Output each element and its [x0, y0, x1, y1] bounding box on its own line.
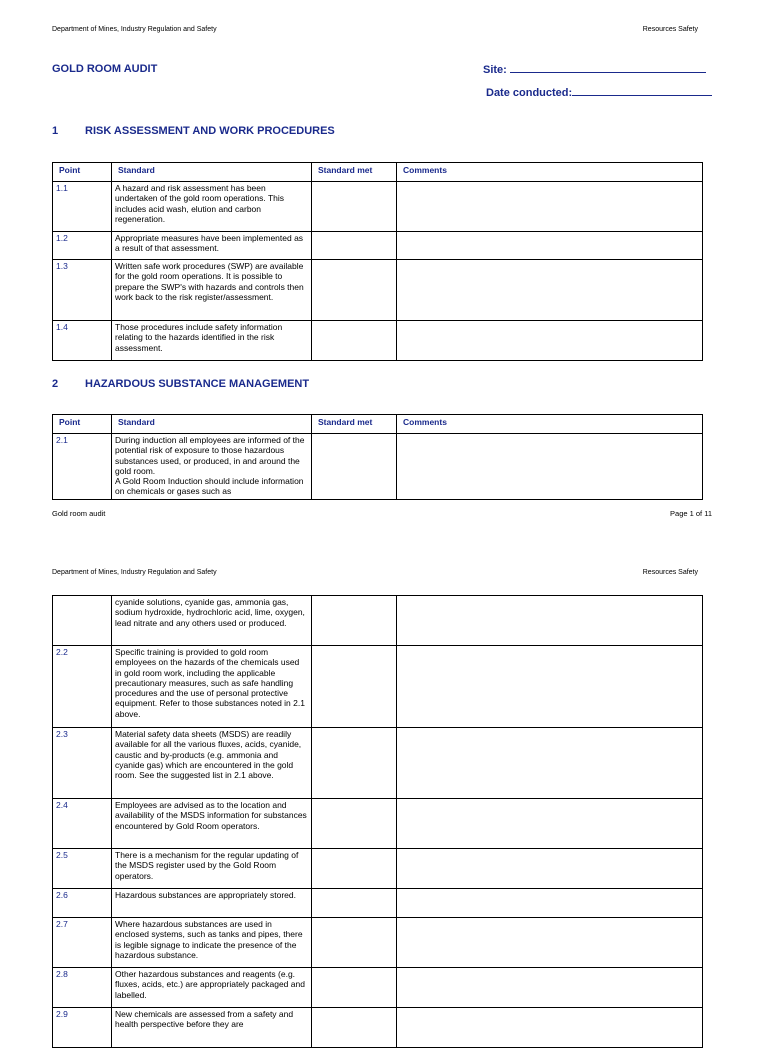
page-2	[0, 530, 768, 1030]
comments-cell[interactable]	[397, 182, 703, 232]
table-row	[53, 232, 703, 260]
header-division: Resources Safety	[642, 26, 698, 33]
point-cell: 1.3	[53, 260, 112, 321]
header-department: Department of Mines, Industry Regulation and Safety	[52, 569, 217, 576]
col-standard: Standard	[112, 163, 312, 182]
table-header-row	[53, 415, 703, 434]
col-standard-met: Standard met	[312, 415, 397, 434]
point-cell: 2.6	[53, 889, 112, 918]
point-cell: 2.2	[53, 646, 112, 728]
date-blank-line[interactable]	[572, 86, 712, 96]
table-hazardous-substances-continued	[52, 595, 703, 1048]
standard-met-cell[interactable]	[312, 918, 397, 968]
standard-met-cell[interactable]	[312, 889, 397, 918]
comments-cell[interactable]	[397, 1008, 703, 1048]
point-cell: 2.7	[53, 918, 112, 968]
table-header-row	[53, 163, 703, 182]
table-row	[53, 849, 703, 889]
document-title: GOLD ROOM AUDIT	[52, 63, 158, 75]
point-cell: 2.3	[53, 728, 112, 799]
table-row	[53, 646, 703, 728]
comments-cell[interactable]	[397, 968, 703, 1008]
table-row	[53, 918, 703, 968]
point-cell: 2.8	[53, 968, 112, 1008]
table-row	[53, 728, 703, 799]
footer-page-number: Page 1 of 11	[670, 509, 712, 518]
comments-cell[interactable]	[397, 849, 703, 889]
standard-cell: Appropriate measures have been implemented as a result of that assessment.	[112, 232, 312, 260]
header-department: Department of Mines, Industry Regulation and Safety	[52, 26, 217, 33]
standard-cell: A hazard and risk assessment has been undertaken of the gold room operations. This includes acid wash, elution and carbon regeneration.	[112, 182, 312, 232]
standard-cell: Written safe work procedures (SWP) are available for the gold room operations. It is possible to prepare the SWP's with hazards and controls then work back to the risk register/assessment.	[112, 260, 312, 321]
table-row	[53, 889, 703, 918]
col-comments: Comments	[397, 163, 703, 182]
standard-cell: Specific training is provided to gold room employees on the hazards of the chemicals used in gold room work, including the applicable precautionary measures, such as safe handling procedures and the use of personal protective equipment. Refer to those substances noted in 2.1 above.	[112, 646, 312, 728]
section-1-number: 1	[52, 125, 59, 137]
section-2-title: HAZARDOUS SUBSTANCE MANAGEMENT	[85, 378, 310, 390]
section-1-heading	[52, 125, 335, 137]
standard-cell: New chemicals are assessed from a safety and health perspective before they are	[112, 1008, 312, 1048]
table-row	[53, 260, 703, 321]
standard-met-cell[interactable]	[312, 260, 397, 321]
standard-met-cell[interactable]	[312, 849, 397, 889]
comments-cell[interactable]	[397, 232, 703, 260]
standard-cell: There is a mechanism for the regular updating of the MSDS register used by the Gold Room operators.	[112, 849, 312, 889]
section-2-number: 2	[52, 378, 59, 390]
standard-met-cell[interactable]	[312, 799, 397, 849]
date-label: Date conducted:	[486, 87, 573, 99]
table-risk-assessment	[52, 162, 703, 361]
comments-cell[interactable]	[397, 260, 703, 321]
comments-cell[interactable]	[397, 728, 703, 799]
col-standard: Standard	[112, 415, 312, 434]
standard-met-cell[interactable]	[312, 596, 397, 646]
table-row	[53, 321, 703, 361]
standard-met-cell[interactable]	[312, 968, 397, 1008]
standard-cell: cyanide solutions, cyanide gas, ammonia gas, sodium hydroxide, hydrochloric acid, lime, oxygen, lead nitrate and any others used or produced.	[112, 596, 312, 646]
point-cell: 2.5	[53, 849, 112, 889]
standard-cell: Employees are advised as to the location and availability of the MSDS information for substances encountered by Gold Room operators.	[112, 799, 312, 849]
footer-title: Gold room audit	[52, 509, 106, 518]
table-hazardous-substances	[52, 414, 703, 500]
point-cell: 2.1	[53, 434, 112, 500]
header-division: Resources Safety	[642, 569, 698, 576]
table-row	[53, 182, 703, 232]
standard-met-cell[interactable]	[312, 182, 397, 232]
standard-met-cell[interactable]	[312, 728, 397, 799]
comments-cell[interactable]	[397, 918, 703, 968]
standard-met-cell[interactable]	[312, 1008, 397, 1048]
comments-cell[interactable]	[397, 889, 703, 918]
point-cell: 1.4	[53, 321, 112, 361]
standard-cell: Hazardous substances are appropriately stored.	[112, 889, 312, 918]
col-standard-met: Standard met	[312, 163, 397, 182]
comments-cell[interactable]	[397, 596, 703, 646]
point-cell	[53, 596, 112, 646]
standard-cell: Those procedures include safety information relating to the hazards identified in the risk assessment.	[112, 321, 312, 361]
table-row	[53, 968, 703, 1008]
point-cell: 2.4	[53, 799, 112, 849]
standard-met-cell[interactable]	[312, 434, 397, 500]
comments-cell[interactable]	[397, 321, 703, 361]
site-blank-line[interactable]	[510, 63, 706, 73]
table-row	[53, 799, 703, 849]
point-cell: 2.9	[53, 1008, 112, 1048]
standard-met-cell[interactable]	[312, 646, 397, 728]
standard-cell: During induction all employees are informed of the potential risk of exposure to those hazardous substances used, or produced, in and around the gold room. A Gold Room Induction should include information on chemicals or gases such as	[112, 434, 312, 500]
point-cell: 1.1	[53, 182, 112, 232]
comments-cell[interactable]	[397, 646, 703, 728]
col-point: Point	[53, 415, 112, 434]
section-2-heading	[52, 378, 309, 390]
table-row	[53, 434, 703, 500]
standard-cell: Other hazardous substances and reagents (e.g. fluxes, acids, etc.) are appropriately packaged and labelled.	[112, 968, 312, 1008]
table-row	[53, 596, 703, 646]
date-field	[486, 86, 712, 99]
standard-cell: Where hazardous substances are used in enclosed systems, such as tanks and pipes, there is legible signage to indicate the presence of the hazardous substance.	[112, 918, 312, 968]
col-comments: Comments	[397, 415, 703, 434]
standard-cell: Material safety data sheets (MSDS) are readily available for all the various fluxes, acids, cyanide, caustic and by-products (e.g. ammonia and cyanide gas) which are encountered in the gold room. See the suggested list in 2.1 above.	[112, 728, 312, 799]
standard-met-cell[interactable]	[312, 321, 397, 361]
standard-met-cell[interactable]	[312, 232, 397, 260]
comments-cell[interactable]	[397, 799, 703, 849]
point-cell: 1.2	[53, 232, 112, 260]
comments-cell[interactable]	[397, 434, 703, 500]
col-point: Point	[53, 163, 112, 182]
site-field	[483, 63, 706, 76]
table-row	[53, 1008, 703, 1048]
section-1-title: RISK ASSESSMENT AND WORK PROCEDURES	[85, 125, 335, 137]
site-label: Site:	[483, 64, 507, 76]
